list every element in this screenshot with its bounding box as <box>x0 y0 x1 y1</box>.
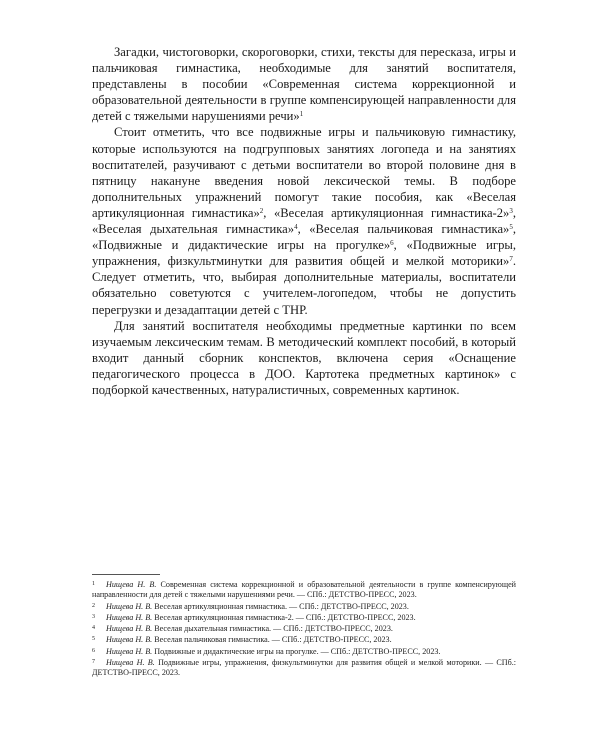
footnote-number: 5 <box>92 636 95 643</box>
footnote-text: Подвижные и дидактические игры на прогулке. — СПб.: ДЕТСТВО-ПРЕСС, 2023. <box>154 646 441 656</box>
paragraph-1 <box>92 44 516 124</box>
footnote <box>92 601 516 612</box>
footnote-ref-6: 6 <box>390 239 394 248</box>
footnote-number: 4 <box>92 625 95 632</box>
footnote-author: Нищева Н. В. <box>106 635 153 645</box>
footnote <box>92 579 516 601</box>
footnote-ref-4: 4 <box>294 223 298 232</box>
footnote-ref-1: 1 <box>299 110 304 119</box>
footnote-text: Веселая пальчиковая гимнастика. — СПб.: ДЕТСТВО-ПРЕСС, 2023. <box>154 635 392 645</box>
paragraph-2-text-6: , «Подвижные игры, упражнения, физкультминутки для развития общей и мелкой моторики» <box>92 238 516 269</box>
footnote-author: Нищева Н. В. <box>106 601 153 611</box>
footnote-ref-5: 5 <box>509 223 513 232</box>
footnote-number: 1 <box>92 581 95 587</box>
footnotes <box>92 579 516 679</box>
footnote-author: Нищева Н. В. <box>106 624 153 634</box>
footnote-ref-7: 7 <box>509 255 513 264</box>
footnote <box>92 623 516 634</box>
footnote-ref-3: 3 <box>509 206 513 215</box>
footnote <box>92 657 516 679</box>
footnote-ref-2: 2 <box>259 206 264 215</box>
paragraph-3 <box>92 318 516 398</box>
footnote-number: 2 <box>92 602 95 609</box>
paragraph-2-text-7: . Следует отметить, что, выбирая дополнительные материалы, воспитатели обязательно советуются с учителем-логопедом, чтобы не допустить перегрузки и дезадаптации детей с ТНР. <box>92 254 516 317</box>
footnote-number: 3 <box>92 613 95 620</box>
paragraph-3-text: Для занятий воспитателя необходимы предметные картинки по всем изучаемым лексическим темам. В методический комплект пособий, в который входит данный сборник конспектов, включена серия «Оснащение педагогического процесса в ДОО. Картотека предметных картинок» с подборкой качественных, натуралистичных, современных картинок. <box>92 318 516 397</box>
footnote-author: Нищева Н. В. <box>106 658 155 668</box>
footnote-author: Нищева Н. В. <box>106 580 157 589</box>
footnote-text: Подвижные игры, упражнения, физкультминутки для развития общей и мелкой моторики. — СПб.: ДЕТСТВО-ПРЕСС, 2023. <box>92 658 516 678</box>
footnote-text: Веселая дыхательная гимнастика. — СПб.: ДЕТСТВО-ПРЕСС, 2023. <box>154 624 393 634</box>
paragraph-2 <box>92 124 516 317</box>
footnote-separator <box>92 574 160 575</box>
footnote-text: Веселая артикуляционная гимнастика. — СПб.: ДЕТСТВО-ПРЕСС, 2023. <box>154 601 409 611</box>
footnote <box>92 646 516 657</box>
footnote-number: 7 <box>92 659 95 666</box>
footnote <box>92 612 516 623</box>
footnote-number: 6 <box>92 647 95 654</box>
paragraph-2-text-3: , «Веселая дыхательная гимнастика» <box>92 205 516 237</box>
paragraph-2-text-5: , «Подвижные и дидактические игры на прогулке» <box>92 222 516 253</box>
paragraph-1-text: Загадки, чистоговорки, скороговорки, стихи, тексты для пересказа, игры и пальчиковая гимнастика, необходимые для занятий воспитателя, представлены в пособии «Современная система коррекционной и образовательной деятельности в группе компенсирующей направленности для детей с тяжелыми нарушениями речи» <box>92 45 516 124</box>
footnote-text: Современная система коррекционной и образовательной деятельности в группе компенсирующей направленности для детей с тяжелыми нарушениями речи. — СПб.: ДЕТСТВО-ПРЕСС, 2023. <box>92 580 516 600</box>
paragraph-2-text-4: , «Веселая пальчиковая гимнастика» <box>297 222 510 237</box>
footnote-author: Нищева Н. В. <box>106 646 153 656</box>
footnote-text: Веселая артикуляционная гимнастика-2. — СПб.: ДЕТСТВО-ПРЕСС, 2023. <box>154 612 416 622</box>
footnote <box>92 634 516 645</box>
footnote-author: Нищева Н. В. <box>106 612 153 622</box>
paragraph-2-text-1: Стоит отметить, что все подвижные игры и пальчиковую гимнастику, которые используются на подгрупповых занятиях логопеда и на занятиях воспитателей, разучивают с детьми воспитатели во второй половине дня в пятницу накануне введения новой лексической темы. В подборе дополнительных упражнений помогут такие пособия, как «Веселая артикуляционная гимнастика» <box>92 125 516 220</box>
paragraph-2-text-2: , «Веселая артикуляционная гимнастика-2» <box>263 205 510 220</box>
main-text <box>92 44 516 398</box>
